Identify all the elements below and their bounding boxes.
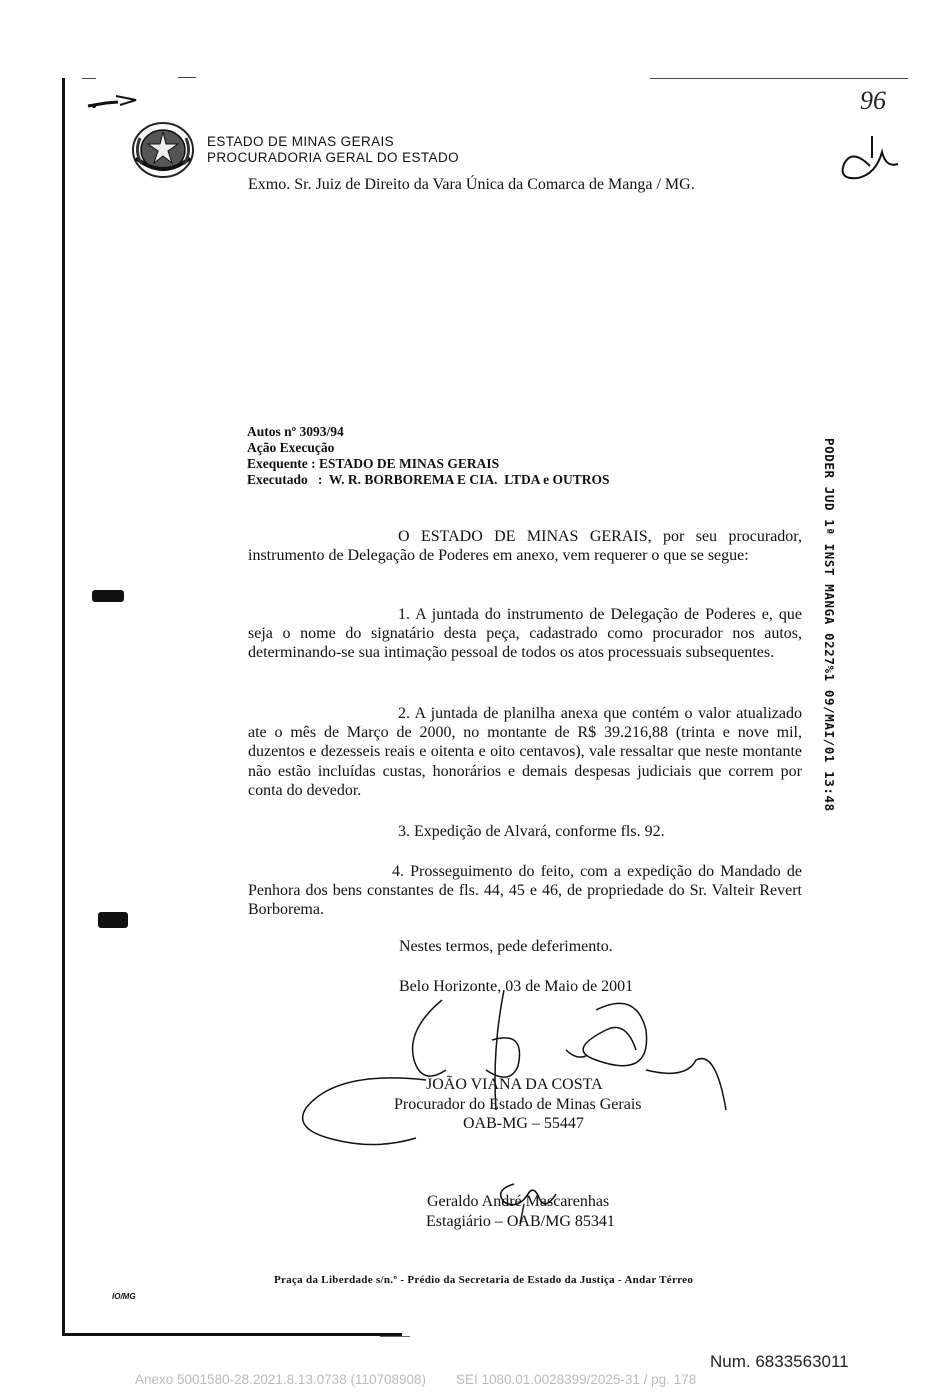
court-receipt-stamp: PODER JUD 1ª INST MANGA 0227%1 09/MAI/01 13:48 bbox=[822, 438, 837, 812]
case-details bbox=[247, 424, 767, 488]
request-item-3 bbox=[248, 822, 802, 841]
document-number: Num. 6833563011 bbox=[710, 1352, 849, 1371]
signatory2-role: Estagiário – OAB/MG 85341 bbox=[426, 1213, 615, 1230]
signatory2-name: Geraldo André Mascarenhas bbox=[427, 1193, 610, 1210]
intro-text: O ESTADO DE MINAS GERAIS, por seu procurador, instrumento de Delegação de Poderes em anexo, vem requerer o que se segue: bbox=[248, 528, 802, 565]
case-executado: Executado : W. R. BORBOREMA E CIA. LTDA e OUTROS bbox=[247, 472, 610, 487]
coat-of-arms-emblem-icon bbox=[130, 118, 196, 180]
request-item-2 bbox=[248, 704, 802, 800]
signatory1-oab: OAB-MG – 55447 bbox=[463, 1115, 584, 1132]
request-text: 1. A juntada do instrumento de Delegação de Poderes e, que seja o nome do signatário desta peça, cadastrado como procurador nos autos, determinando-se sua intimação pessoal de todos os atos processuais subsequentes. bbox=[248, 606, 802, 662]
footer-code: IO/MG bbox=[112, 1292, 136, 1301]
signature-joao-icon bbox=[296, 990, 736, 1190]
punch-hole-mark-icon bbox=[98, 912, 128, 928]
punch-hole-mark-icon bbox=[92, 590, 124, 602]
handwritten-page-number: 96 bbox=[860, 86, 886, 115]
intro-paragraph bbox=[248, 527, 802, 565]
request-item-1 bbox=[248, 605, 802, 663]
initials-mark-icon bbox=[832, 118, 902, 188]
request-text: 2. A juntada de planilha anexa que contém o valor atualizado ate o mês de Março de 2000, no montante de R$ 39.216,88 (trinta e nove mil, duzentos e dezesseis reais e oitenta e oito centavos), vale ressaltar que neste montante não estão incluídas custas, honorários e demais despesas judiciais que correm por conta do devedor. bbox=[248, 705, 802, 799]
request-text: 3. Expedição de Alvará, conforme fls. 92. bbox=[398, 823, 665, 840]
signatory1-name: JOÃO VIANA DA COSTA bbox=[426, 1076, 603, 1093]
case-exequente: Exequente : ESTADO DE MINAS GERAIS bbox=[247, 456, 500, 471]
case-acao: Ação Execução bbox=[247, 440, 335, 455]
page-left-border bbox=[62, 78, 65, 1336]
header-state: ESTADO DE MINAS GERAIS bbox=[207, 134, 395, 149]
top-edge-dash bbox=[82, 78, 96, 79]
top-edge-dash bbox=[178, 77, 196, 78]
footer-address: Praça da Liberdade s/n.º - Prédio da Secretaria de Estado da Justiça - Andar Térreo bbox=[274, 1274, 694, 1286]
request-item-4 bbox=[248, 862, 802, 920]
signatory1-role: Procurador do Estado de Minas Gerais bbox=[394, 1096, 642, 1113]
place-date-line: Belo Horizonte, 03 de Maio de 2001 bbox=[399, 978, 634, 995]
annex-reference: Anexo 5001580-28.2021.8.13.0738 (110708908) SEI 1080.01.0028399/2025-31 / pg. 178 bbox=[135, 1372, 697, 1387]
arrow-scribble-icon bbox=[86, 88, 146, 112]
signature-geraldo-icon bbox=[484, 1170, 564, 1230]
bottom-edge-dash bbox=[380, 1336, 410, 1337]
top-edge-line bbox=[650, 78, 908, 79]
addressee-line: Exmo. Sr. Juiz de Direito da Vara Única da Comarca de Manga / MG. bbox=[248, 176, 695, 193]
page-bottom-border bbox=[62, 1333, 402, 1336]
closing-line: Nestes termos, pede deferimento. bbox=[399, 938, 613, 955]
request-text: 4. Prosseguimento do feito, com a expedição do Mandado de Penhora dos bens constantes de fls. 44, 45 e 46, de propriedade do Sr. Valteir Revert Borborema. bbox=[248, 863, 802, 919]
header-office: PROCURADORIA GERAL DO ESTADO bbox=[207, 150, 459, 165]
case-autos: Autos nº 3093/94 bbox=[247, 424, 344, 439]
